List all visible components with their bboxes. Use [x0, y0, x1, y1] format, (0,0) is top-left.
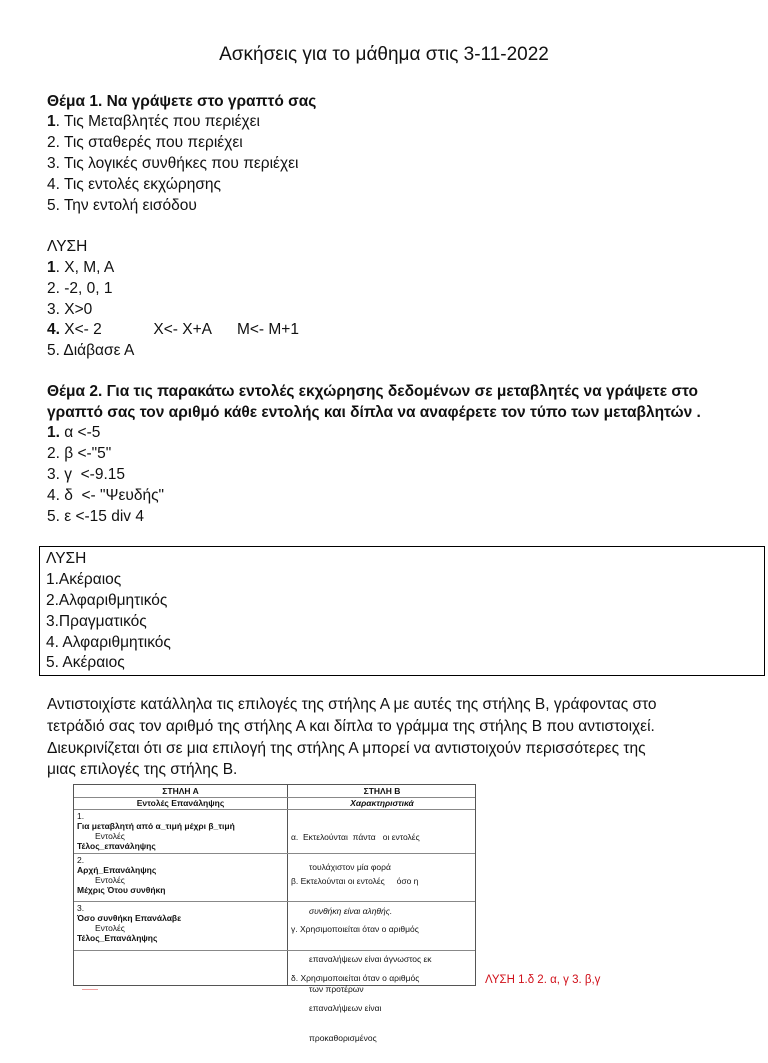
- solution-box: [39, 546, 765, 676]
- list-item: 3. Τις λογικές συνθήκες που περιέχει: [47, 155, 299, 172]
- matching-answer: ΛΥΣΗ 1.δ 2. α, γ 3. β,γ: [485, 974, 601, 986]
- list-item: 4. δ <- "Ψευδής": [47, 487, 165, 504]
- list-item: 3. γ <-9.15: [47, 466, 125, 483]
- list-item: 2. β <-"5": [47, 445, 112, 462]
- table-cell: 1. Για μεταβλητή από α_τιμή μέχρι β_τιμή Εντολές Τέλος_επανάληψης: [77, 811, 235, 851]
- solution-label: ΛΥΣΗ: [46, 550, 87, 567]
- list-item: 1. Τις Μεταβλητές που περιέχει: [47, 113, 260, 130]
- solution-item: 1.Ακέραιος: [46, 571, 122, 588]
- instruction-line: μιας επιλογές της στήλης Β.: [47, 761, 238, 778]
- list-item: 2. Τις σταθερές που περιέχει: [47, 134, 243, 151]
- theme2-heading: Θέμα 2. Για τις παρακάτω εντολές εκχώρησης δεδομένων σε μεταβλητές να γράψετε στο γραπτό σας τον αριθμό κάθε εντολής και δίπλα να αναφέρετε τον τύπο των μεταβλητών .: [47, 383, 701, 421]
- table-cell: α. Εκτελούνται πάντα οι εντολές τουλάχιστον μία φορά: [291, 832, 420, 872]
- table-cell: δ. Χρησιμοποιείται όταν ο αριθμός επαναλήψεων είναι προκαθορισμένος: [291, 973, 420, 1043]
- solution-item: 2.Αλφαριθμητικός: [46, 592, 168, 609]
- table-cell: β. Εκτελούνται οι εντολές όσο η συνθήκη είναι αληθής.: [291, 876, 419, 916]
- row-divider: [74, 809, 475, 810]
- theme1-heading: Θέμα 1. Να γράψετε στο γραπτό σας: [47, 93, 317, 110]
- solution-item: 5. Ακέραιος: [46, 654, 125, 671]
- column-b-header: ΣΤΗΛΗ Β: [363, 786, 401, 796]
- list-item: 4. Τις εντολές εκχώρησης: [47, 176, 221, 193]
- solution-item: 2. -2, 0, 1: [47, 280, 113, 297]
- instruction-line: Διευκρινίζεται ότι σε μια επιλογή της στήλης Α μπορεί να αντιστοιχούν περισσότερες της: [47, 740, 646, 757]
- list-item: 5. ε <-15 div 4: [47, 508, 144, 525]
- solution-item: 5. Διάβασε Α: [47, 342, 135, 359]
- column-b-subheader: Χαρακτηριστικά: [350, 798, 414, 808]
- solution-label: ΛΥΣΗ: [47, 238, 88, 255]
- matching-table: [73, 784, 476, 1043]
- solution-item: 1. Χ, Μ, Α: [47, 259, 115, 276]
- column-a-header: ΣΤΗΛΗ Α: [162, 786, 199, 796]
- solution-item: 4. Χ<- 2 Χ<- Χ+Α Μ<- Μ+1: [47, 321, 299, 338]
- page-title: Ασκήσεις για το μάθημα στις 3-11-2022: [219, 44, 549, 65]
- red-mark: [82, 989, 98, 990]
- list-item: 5. Την εντολή εισόδου: [47, 197, 197, 214]
- table-cell: 2. Αρχή_Επανάληψης Εντολές Μέχρις Ότου συνθήκη: [77, 855, 166, 895]
- solution-item: 3.Πραγματικός: [46, 613, 147, 630]
- instruction-line: Αντιστοιχίστε κατάλληλα τις επιλογές της στήλης Α με αυτές της στήλης Β, γράφοντας στο: [47, 696, 657, 713]
- solution-item: 3. Χ>0: [47, 301, 93, 318]
- table-cell: γ. Χρησιμοποιείται όταν ο αριθμός επαναλήψεων είναι άγνωστος εκ των προτέρων: [291, 924, 432, 994]
- column-divider: [287, 785, 288, 985]
- instruction-line: τετράδιό σας τον αριθμό της στήλης Α και δίπλα το γράμμα της στήλης Β που αντιστοιχεί.: [47, 718, 655, 735]
- list-item: 1. α <-5: [47, 424, 101, 441]
- solution-item: 4. Αλφαριθμητικός: [46, 634, 171, 651]
- column-a-subheader: Εντολές Επανάληψης: [136, 798, 225, 808]
- table-cell: 3. Όσο συνθήκη Επανάλαβε Εντολές Τέλος_Επανάληψης: [77, 903, 182, 943]
